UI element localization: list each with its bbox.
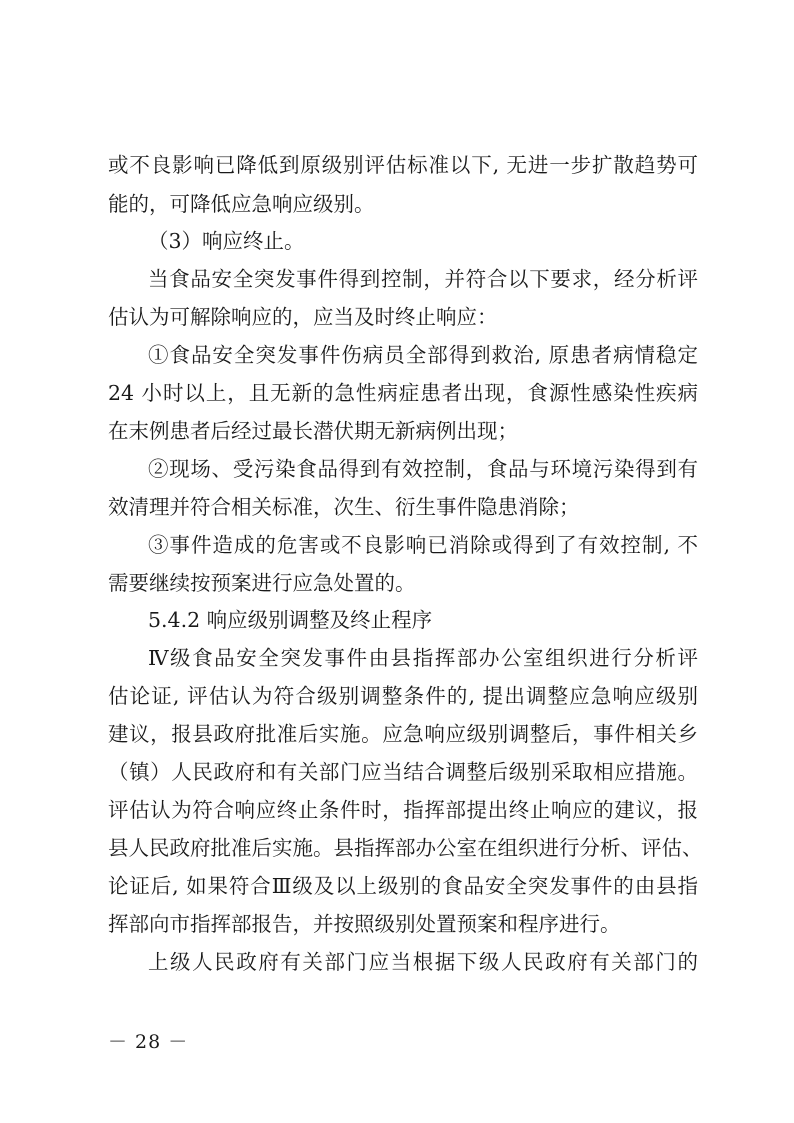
- text-line-17: （镇）人民政府和有关部门应当结合调整后级别采取相应措施。: [108, 760, 698, 784]
- list-item-1-line-1: ①食品安全突发事件伤病员全部得到救治, 原患者病情稳定: [148, 343, 698, 367]
- text-line-21: 挥部向市指挥部报告，并按照级别处置预案和程序进行。: [108, 912, 621, 936]
- list-item-1-line-3: 在末例患者后经过最长潜伏期无新病例出现；: [108, 419, 518, 443]
- text-line-16: 建议，报县政府批准后实施。应急响应级别调整后，事件相关乡: [108, 722, 698, 746]
- text-line-19: 县人民政府批准后实施。县指挥部办公室在组织进行分析、评估、: [108, 836, 703, 860]
- text-line-15: 估论证, 评估认为符合级别调整条件的, 提出调整应急响应级别: [108, 684, 698, 708]
- list-item-1-line-2: 24 小时以上，且无新的急性病症患者出现，食源性感染性疾病: [108, 381, 698, 405]
- text-line-5: 估认为可解除响应的，应当及时终止响应：: [108, 305, 498, 329]
- list-item-3-line-1: ③事件造成的危害或不良影响已消除或得到了有效控制, 不: [148, 533, 698, 557]
- list-item-3-line-2: 需要继续按预案进行应急处置的。: [108, 571, 416, 595]
- list-item-2-line-1: ②现场、受污染食品得到有效控制，食品与环境污染得到有: [148, 457, 698, 481]
- section-heading-5-4-2: 5.4.2 响应级别调整及终止程序: [148, 608, 433, 632]
- text-line-2: 能的，可降低应急响应级别。: [108, 192, 375, 216]
- section-heading-response-termination: （3）响应终止。: [148, 229, 305, 253]
- text-line-22: 上级人民政府有关部门应当根据下级人民政府有关部门的: [148, 950, 698, 974]
- text-line-20: 论证后, 如果符合Ⅲ级及以上级别的食品安全突发事件的由县指: [108, 874, 698, 898]
- text-line-1: 或不良影响已降低到原级别评估标准以下, 无进一步扩散趋势可: [108, 153, 698, 177]
- text-line-4: 当食品安全突发事件得到控制，并符合以下要求，经分析评: [148, 267, 698, 291]
- page-number: － 28 －: [108, 1031, 189, 1053]
- list-item-2-line-2: 效清理并符合相关标准，次生、衍生事件隐患消除；: [108, 495, 580, 519]
- text-line-18: 评估认为符合响应终止条件时，指挥部提出终止响应的建议，报: [108, 798, 698, 822]
- text-line-14: Ⅳ级食品安全突发事件由县指挥部办公室组织进行分析评: [148, 646, 698, 670]
